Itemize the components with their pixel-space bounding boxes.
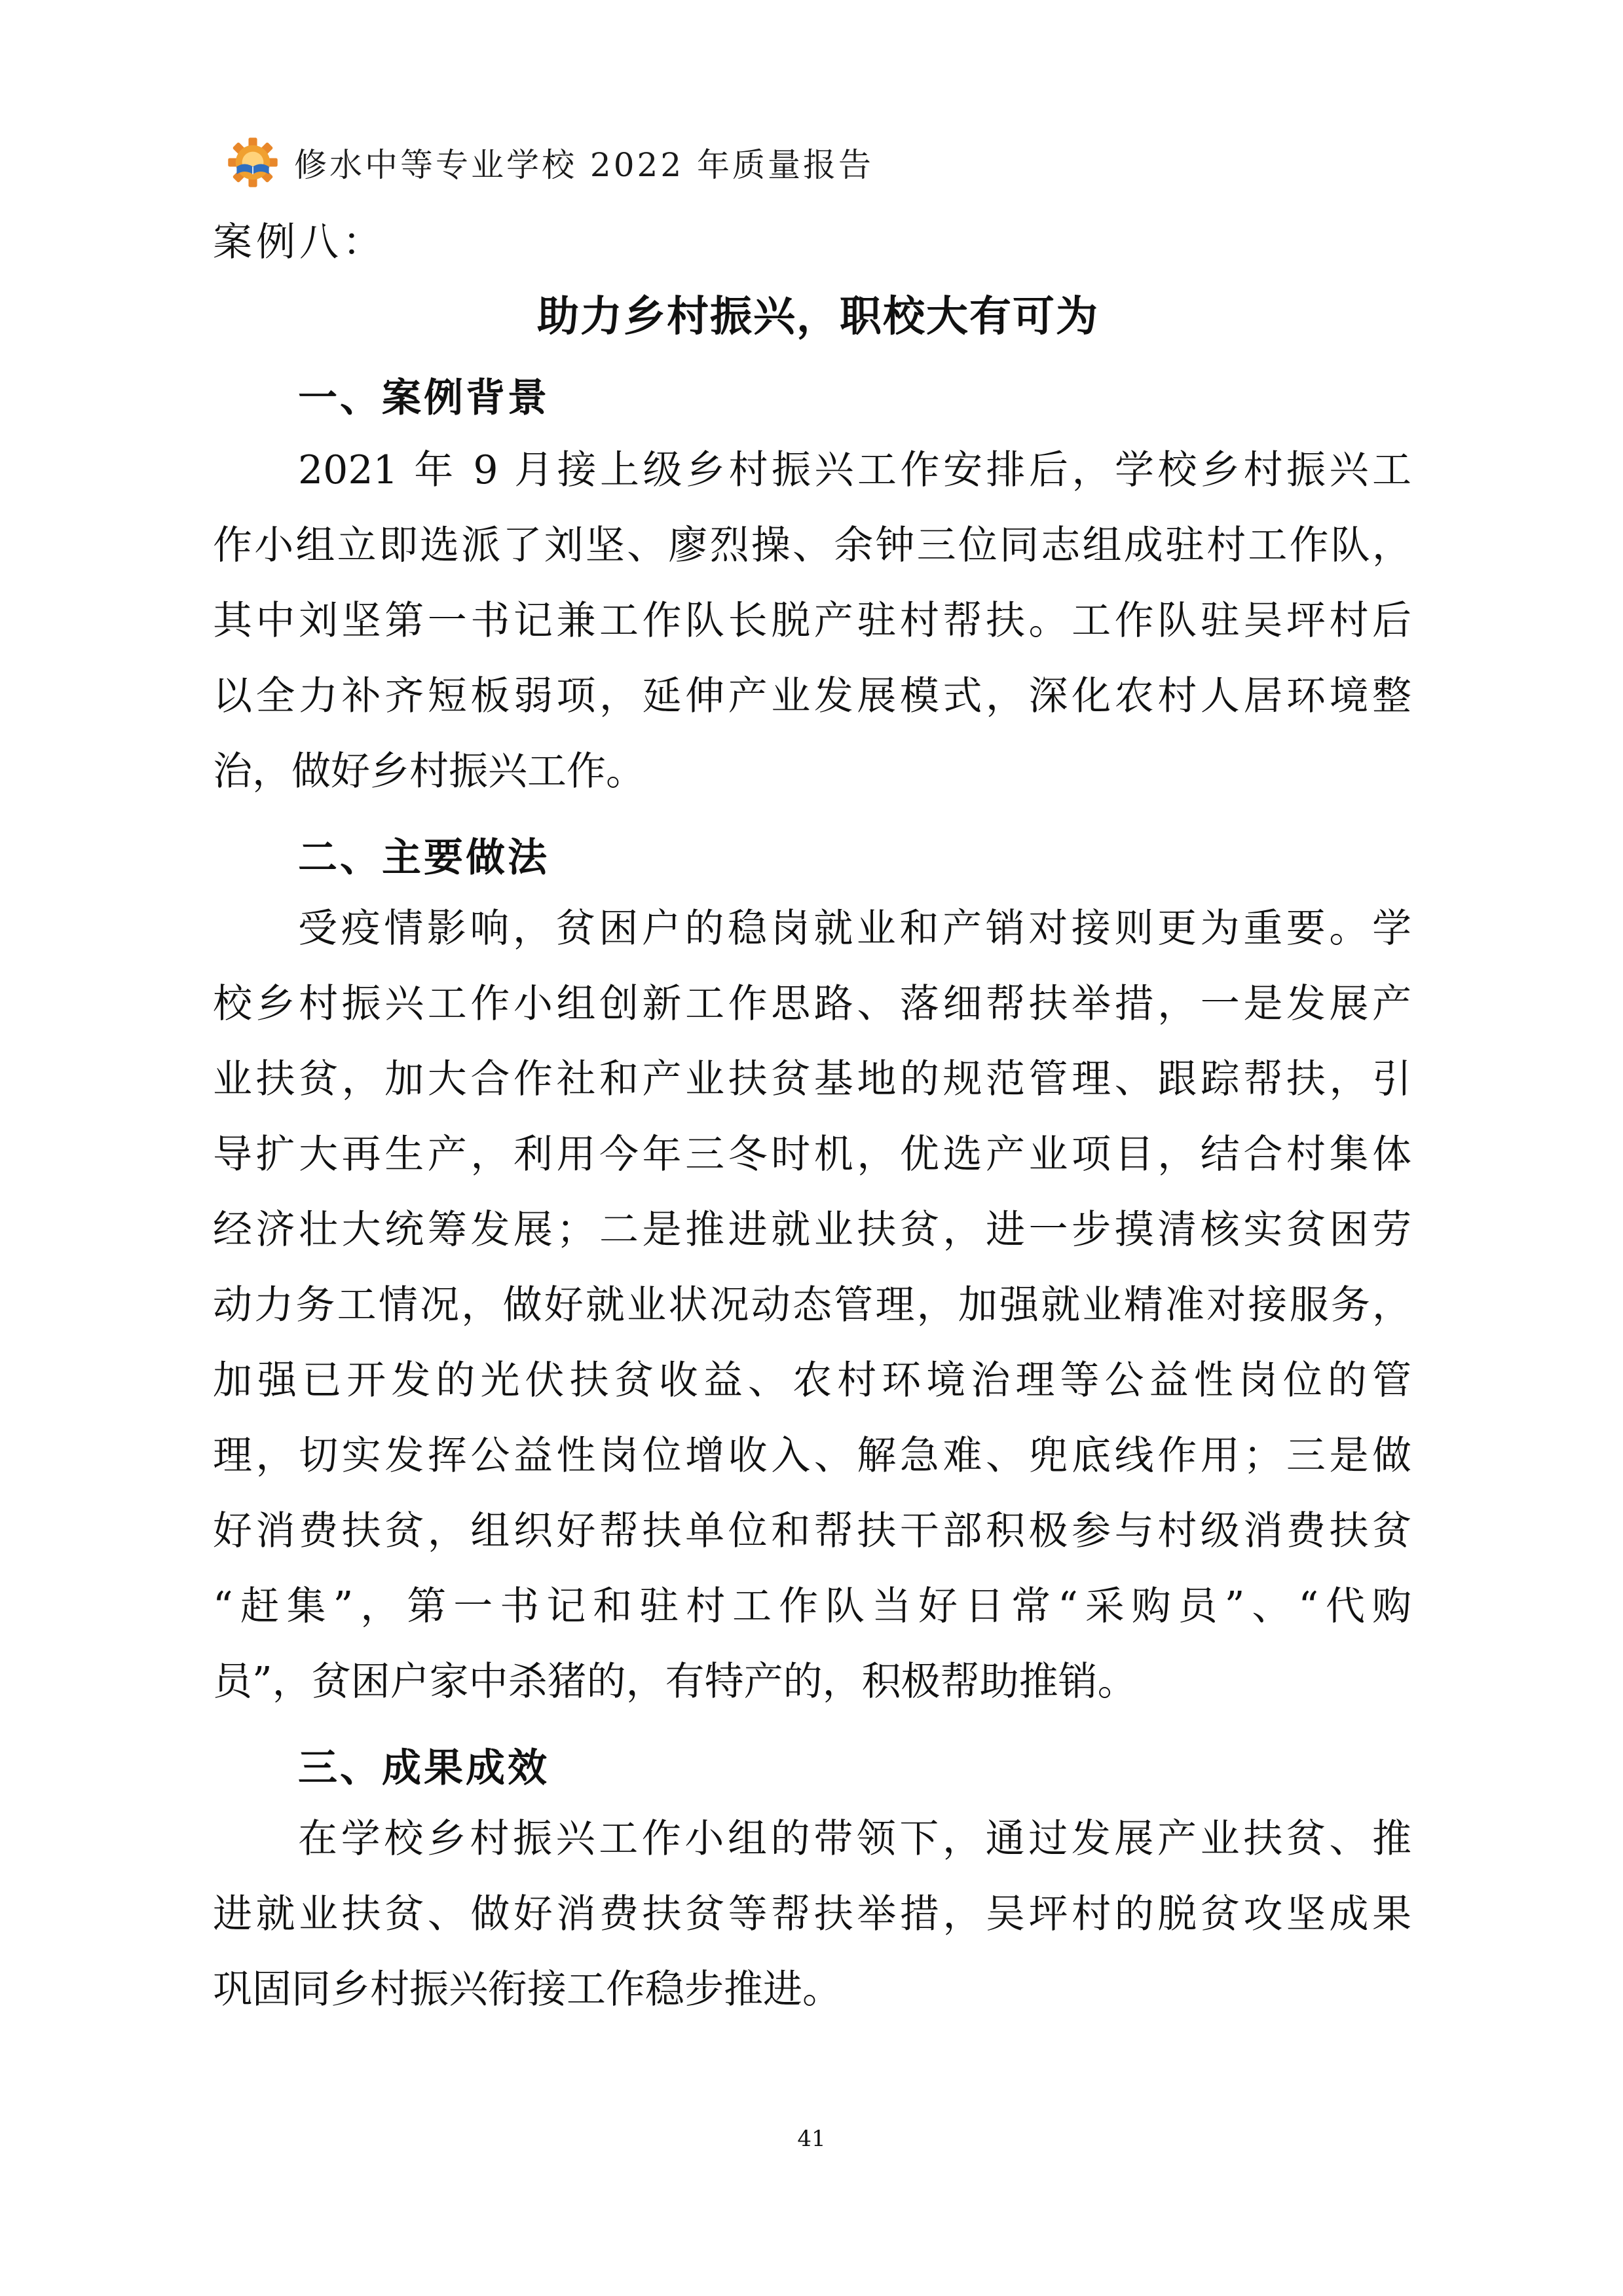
body-line: “赶集”，第一书记和驻村工作队当好日常“采购员”、“代购 (213, 1583, 1411, 1629)
section-heading-methods: 二、主要做法 (298, 835, 550, 881)
body-line: 2021 年 9 月接上级乡村振兴工作安排后，学校乡村振兴工 (298, 447, 1411, 493)
page-number: 41 (797, 2126, 826, 2152)
body-line: 治，做好乡村振兴工作。 (213, 749, 645, 794)
header-title: 修水中等专业学校 2022 年质量报告 (294, 146, 874, 184)
body-line: 员”，贫困户家中杀猪的，有特产的，积极帮助推销。 (213, 1659, 1137, 1705)
report-header (226, 131, 874, 194)
body-line: 理，切实发挥公益性岗位增收入、解急难、兜底线作用；三是做 (213, 1433, 1411, 1479)
section-heading-background: 一、案例背景 (298, 375, 550, 421)
body-line: 动力务工情况，做好就业状况动态管理，加强就业精准对接服务， (213, 1282, 1411, 1328)
body-line: 作小组立即选派了刘坚、廖烈操、余钟三位同志组成驻村工作队， (213, 523, 1411, 568)
body-line: 加强已开发的光伏扶贫收益、农村环境治理等公益性岗位的管 (213, 1358, 1411, 1403)
body-line: 受疫情影响，贫困户的稳岗就业和产销对接则更为重要。学 (298, 906, 1411, 952)
body-line: 好消费扶贫，组织好帮扶单位和帮扶干部积极参与村级消费扶贫 (213, 1508, 1411, 1554)
body-line: 导扩大再生产，利用今年三冬时机，优选产业项目，结合村集体 (213, 1132, 1411, 1177)
body-line: 以全力补齐短板弱项，延伸产业发展模式，深化农村人居环境整 (213, 673, 1411, 719)
case-label: 案例八： (213, 219, 386, 265)
body-line: 业扶贫，加大合作社和产业扶贫基地的规范管理、跟踪帮扶，引 (213, 1056, 1411, 1102)
body-line: 校乡村振兴工作小组创新工作思路、落细帮扶举措，一是发展产 (213, 981, 1411, 1027)
body-line: 在学校乡村振兴工作小组的带领下，通过发展产业扶贫、推 (298, 1816, 1411, 1862)
school-logo-icon (226, 136, 280, 189)
body-line: 经济壮大统筹发展；二是推进就业扶贫，进一步摸清核实贫困劳 (213, 1207, 1411, 1253)
body-line: 巩固同乡村振兴衔接工作稳步推进。 (213, 1967, 842, 2012)
section-heading-results: 三、成果成效 (298, 1745, 550, 1791)
body-line: 其中刘坚第一书记兼工作队长脱产驻村帮扶。工作队驻吴坪村后 (213, 598, 1411, 644)
body-line: 进就业扶贫、做好消费扶贫等帮扶举措，吴坪村的脱贫攻坚成果 (213, 1891, 1411, 1937)
document-title: 助力乡村振兴，职校大有可为 (537, 293, 1099, 341)
